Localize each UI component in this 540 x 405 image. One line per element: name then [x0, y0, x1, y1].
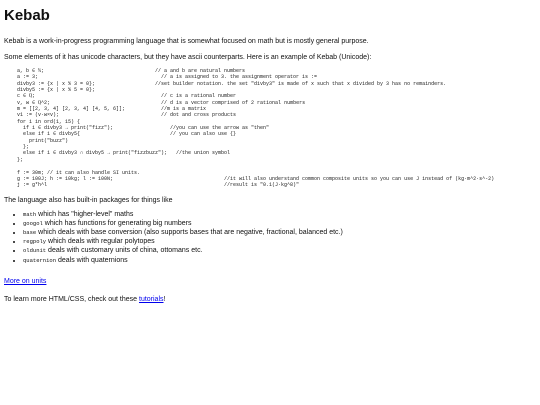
package-description: deals with customary units of china, ottomans etc. — [46, 247, 203, 255]
code-line: print("buzz") — [17, 137, 69, 144]
package-name: math — [23, 210, 37, 218]
package-name: regpoly — [23, 238, 47, 246]
package-item — [23, 237, 536, 246]
package-item — [23, 219, 536, 228]
code-line: divby3 := {x | x % 3 = 0}; //set builder notation. the set "divby3" is made of x such that x divided by 3 has no remainders. — [17, 80, 447, 87]
package-description: deals with quaternions — [56, 256, 128, 264]
code-line: g := 100J; h := 10kg; l := 100N; //it will also understand common composite units so you can use J instead of (kg·m^2·s^-2) — [17, 175, 495, 182]
code-line: c ∈ ℚ; // c is a rational number — [17, 93, 237, 100]
packages-intro: The language also has built-in packages for things like — [4, 196, 173, 204]
learn-more-prefix: To learn more HTML/CSS, check out these — [4, 295, 139, 303]
code-line: a := 3; // a is assigned to 3. the assignment operator is := — [17, 74, 318, 81]
package-description: which has "higher-level" maths — [36, 210, 134, 218]
package-name: base — [23, 228, 37, 236]
code-line: else if i ∈ divby3 ∩ divby5 → print("fizzbuzz"); //the union symbol — [17, 150, 231, 157]
learn-more-paragraph — [4, 295, 536, 304]
package-name: oldunit — [23, 247, 47, 255]
learn-more-suffix: ! — [163, 295, 166, 303]
code-line: f := 30m; // it can also handle SI units. — [17, 169, 141, 176]
code-line: else if i ∈ divby5{ // you can also use {} — [17, 131, 237, 138]
package-name: quaternion — [23, 256, 57, 264]
page-title: Kebab — [4, 7, 50, 24]
code-line: if i ∈ divby3 → print("fizz"); //you can use the arrow as "then" — [17, 125, 270, 132]
tutorials-link[interactable]: tutorials — [139, 295, 164, 303]
package-item — [23, 210, 536, 219]
package-description: which has functions for generating big numbers — [42, 219, 192, 227]
code-line: }; — [17, 156, 24, 163]
more-units-paragraph — [4, 277, 536, 286]
code-line: v1 := (v·w×v); // dot and cross products — [17, 112, 237, 119]
intro-paragraph: Kebab is a work-in-progress programming language that is somewhat focused on math but is mostly general purpose. — [4, 38, 369, 45]
more-units-link[interactable]: More on units — [4, 277, 47, 285]
code-line: for i in ord(1, 15) { — [17, 118, 81, 125]
code-example — [17, 68, 536, 189]
elements-paragraph: Some elements of it has unicode characters, but they have ascii counterparts. Here is an example of Kebab (Unicode): — [4, 54, 372, 61]
package-item — [23, 246, 536, 255]
code-line: a, b ∈ ℕ; // a and b are natural numbers — [17, 68, 246, 74]
code-line: }; — [17, 144, 30, 151]
packages-list — [4, 210, 536, 265]
code-line: divby5 := {x | x % 5 = 0}; — [17, 87, 96, 94]
package-description: which deals with base conversion (also supports bases that are negative, fractional, balanced etc.) — [36, 228, 343, 236]
code-line: j := g*h^l //result is "0.1(J·kg^8)" — [17, 182, 300, 189]
code-line: v, w ∈ ℚ^2; // d is a vector comprised of 2 rational numbers — [17, 99, 306, 106]
package-name: googol — [23, 219, 43, 227]
package-item — [23, 228, 536, 237]
package-description: which deals with regular polytopes — [46, 238, 155, 246]
package-item — [23, 256, 536, 265]
code-line: m = [[2, 3, 4] [2, 3, 4] [4, 5, 6]]; //m is a matrix — [17, 106, 207, 113]
